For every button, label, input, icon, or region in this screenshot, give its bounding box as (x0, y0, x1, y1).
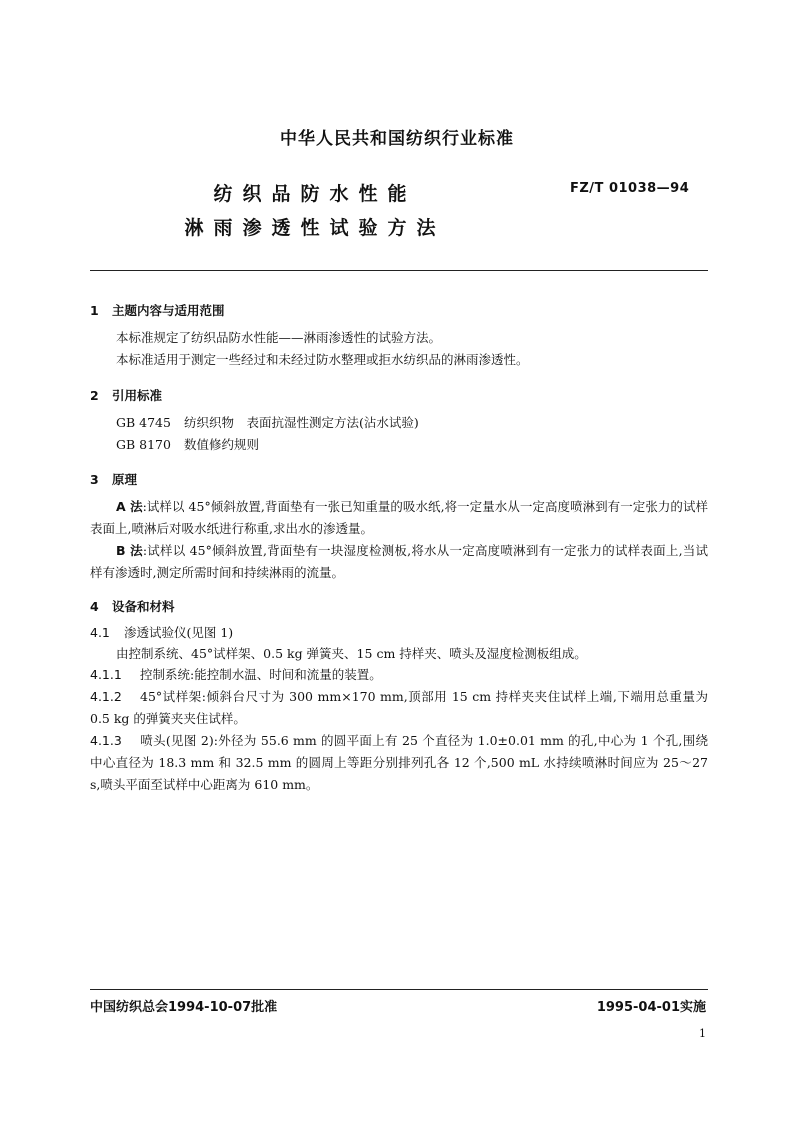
page-number: 1 (699, 1027, 706, 1040)
section-3-heading (90, 470, 137, 488)
footer-divider (90, 989, 708, 990)
section-number: 4 (90, 599, 99, 614)
reference-title: 纺织织物 表面抗湿性测定方法(沾水试验) (184, 415, 419, 430)
subsection-4-1 (90, 622, 233, 644)
subsection-number: 4.1.2 (90, 689, 122, 704)
section-number: 3 (90, 472, 99, 487)
subsection-text: 控制系统:能控制水温、时间和流量的装置。 (140, 667, 382, 682)
section-3-method-b (90, 540, 708, 584)
subsection-text: 45°试样架:倾斜台尺寸为 300 mm×170 mm,顶部用 15 cm 持样夹夹住试样上端,下端用总重量为 0.5 kg 的弹簧夹夹住试样。 (90, 689, 708, 726)
section-2-heading (90, 386, 162, 404)
reference-title: 数值修约规则 (184, 437, 260, 452)
subsection-4-1-3 (90, 730, 708, 796)
organization-title: 中华人民共和国纺织行业标准 (280, 129, 514, 149)
reference-code: GB 8170 (116, 437, 171, 452)
document-title-line2: 淋雨渗透性试验方法 (184, 217, 446, 239)
section-title: 设备和材料 (112, 599, 175, 614)
reference-code: GB 4745 (116, 415, 171, 430)
section-number: 2 (90, 388, 99, 403)
method-a-label: A 法 (116, 499, 143, 514)
subsection-title: 渗透试验仪(见图 1) (124, 625, 234, 640)
section-title: 引用标准 (112, 388, 163, 403)
method-b-label: B 法 (116, 543, 143, 558)
effective-date-line: 1995-04-01实施 (596, 1000, 706, 1015)
section-1-heading (90, 301, 225, 319)
subsection-4-1-text: 由控制系统、45°试样架、0.5 kg 弹簧夹、15 cm 持样夹、喷头及湿度检测板组成。 (116, 646, 587, 661)
subsection-4-1-1 (90, 664, 382, 686)
subsection-number: 4.1.3 (90, 733, 122, 748)
reference-row (116, 412, 419, 434)
section-3-method-a (90, 496, 708, 540)
approval-line: 中国纺织总会1994-10-07批准 (90, 1000, 278, 1015)
standard-number: FZ/T 01038—94 (570, 181, 690, 196)
subsection-number: 4.1 (90, 625, 110, 640)
section-number: 1 (90, 303, 99, 318)
section-4-heading (90, 597, 175, 615)
section-title: 主题内容与适用范围 (112, 303, 225, 318)
method-b-text: :试样以 45°倾斜放置,背面垫有一块湿度检测板,将水从一定高度喷淋到有一定张力的试样表面上,当试样有渗透时,测定所需时间和持续淋雨的流量。 (90, 543, 708, 580)
subsection-text: 喷头(见图 2):外径为 55.6 mm 的圆平面上有 25 个直径为 1.0±0.01 mm 的孔,中心为 1 个孔,围绕中心直径为 18.3 mm 和 32.5 mm 的圆周上等距分别排列孔各 12 个,500 mL 水持续喷淋时间应为 25～27 s,喷头平面至试样中心距离为 610 mm。 (90, 733, 708, 792)
document-title-line1: 纺织品防水性能 (213, 183, 417, 205)
reference-row (116, 434, 259, 456)
section-1-paragraph-1: 本标准规定了纺织品防水性能——淋雨渗透性的试验方法。 (116, 330, 442, 345)
subsection-number: 4.1.1 (90, 667, 122, 682)
header-divider (90, 270, 708, 271)
section-title: 原理 (112, 472, 138, 487)
section-1-paragraph-2: 本标准适用于测定一些经过和未经过防水整理或拒水纺织品的淋雨渗透性。 (116, 352, 529, 367)
subsection-4-1-2 (90, 686, 708, 730)
method-a-text: :试样以 45°倾斜放置,背面垫有一张已知重量的吸水纸,将一定量水从一定高度喷淋到有一定张力的试样表面上,喷淋后对吸水纸进行称重,求出水的渗透量。 (90, 499, 708, 536)
